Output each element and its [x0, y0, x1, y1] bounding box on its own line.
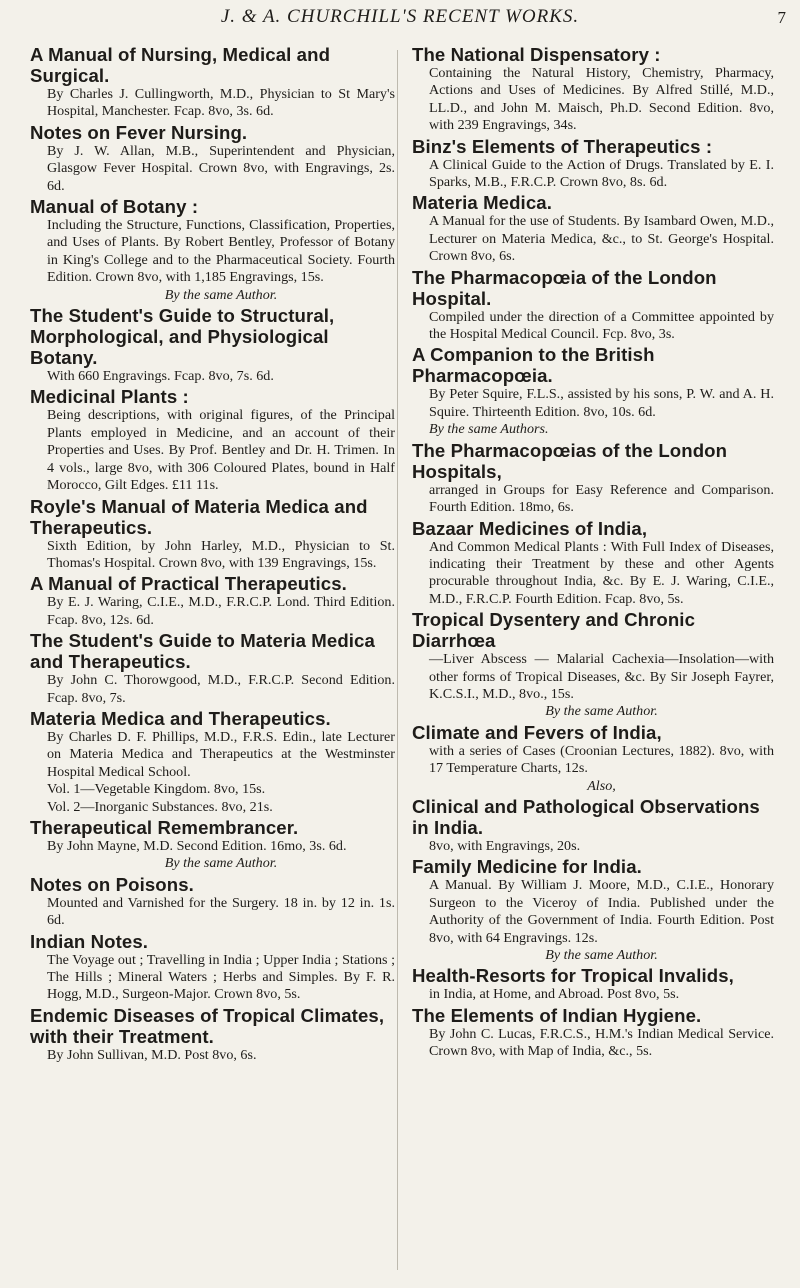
book-description: Mounted and Varnished for the Surgery. 18 in. by 12 in. 1s. 6d.: [47, 894, 395, 929]
book-description: 8vo, with Engravings, 20s.: [429, 837, 581, 854]
book-entry: [30, 630, 395, 707]
book-title: Tropical Dysentery and Chronic Diarrhœa: [412, 609, 696, 652]
book-title: Endemic Diseases of Tropical Climates, with their Treatment.: [30, 1004, 385, 1047]
book-entry: [412, 344, 774, 438]
book-byline: By the same Author.: [164, 855, 278, 872]
book-description: And Common Medical Plants : With Full Index of Diseases, indicating their Treatment by these and other Agents procurable throughout India, &c. By E. J. Waring, C.I.E., M.D., F.R.C.P. Fourth Edition. Fcap. 8vo, 5s.: [429, 538, 774, 607]
book-title: A Manual of Practical Therapeutics.: [30, 573, 347, 595]
book-entry: [412, 518, 774, 609]
book-entry: [30, 708, 395, 816]
book-description: The Voyage out ; Travelling in India ; Upper India ; Stations ; The Hills ; Mineral Waters ; Herbs and Simples. By F. R. Hogg, M.D., Surgeon-Major. Crown 8vo, 5s.: [47, 951, 395, 1003]
book-title: The Student's Guide to Structural, Morphological, and Physiological Botany.: [30, 305, 335, 369]
book-entry: [30, 386, 395, 494]
book-entry: [30, 874, 395, 930]
book-description: Being descriptions, with original figures, of the Principal Plants employed in Medicine, and an account of their Properties and Uses. By Prof. Bentley and Dr. H. Trimen. In 4 vols., large 8vo, with 306 Coloured Plates, bound in Half Morocco, Gilt Edges. £11 11s.: [47, 407, 395, 494]
column-divider: [397, 50, 398, 1270]
book-description: By John Mayne, M.D. Second Edition. 16mo, 3s. 6d.: [47, 837, 347, 854]
book-title: Binz's Elements of Therapeutics :: [412, 135, 713, 157]
running-head: J. & A. CHURCHILL'S RECENT WORKS.: [220, 6, 580, 27]
book-title: Materia Medica.: [412, 192, 552, 214]
book-title: Royle's Manual of Materia Medica and Therapeutics.: [30, 495, 368, 538]
book-entry: [412, 267, 774, 344]
book-title: Clinical and Pathological Observations in India.: [412, 795, 760, 838]
book-description: Including the Structure, Functions, Classification, Properties, and Uses of Plants. By Robert Bentley, Professor of Botany in King's College and to the Pharmaceutical Society. Fourth Edition. Crown 8vo, with 1,185 Engravings, 15s.: [47, 217, 395, 286]
book-entry: [412, 440, 774, 517]
book-title: Health-Resorts for Tropical Invalids,: [412, 965, 734, 987]
book-title: The Elements of Indian Hygiene.: [412, 1004, 702, 1026]
book-description: A Manual. By William J. Moore, M.D., C.I.E., Honorary Surgeon to the Viceroy of India. Published under the Authority of the Government of India. Fourth Edition. Post 8vo, with 64 Engravings. 12s.: [429, 877, 774, 946]
book-entry: [412, 796, 774, 855]
book-description: with a series of Cases (Croonian Lectures, 1882). 8vo, with 17 Temperature Charts, 12s.: [429, 742, 774, 777]
left-column: [30, 44, 395, 1065]
book-description: By Charles D. F. Phillips, M.D., F.R.S. Edin., late Lecturer on Materia Medica and Therapeutics at the Westminster Hospital Medical School.: [47, 728, 395, 780]
right-column: [412, 44, 774, 1062]
book-byline: Also,: [587, 777, 616, 794]
book-title: The Pharmacopœias of the London Hospitals,: [412, 439, 728, 482]
book-title: Medicinal Plants :: [30, 386, 189, 408]
book-description: By J. W. Allan, M.B., Superintendent and Physician, Glasgow Fever Hospital. Crown 8vo, with Engravings, 2s. 6d.: [47, 142, 395, 194]
book-entry: [30, 196, 395, 304]
book-entry: [30, 573, 395, 629]
book-description: With 660 Engravings. Fcap. 8vo, 7s. 6d.: [47, 368, 274, 385]
book-description: By John Sullivan, M.D. Post 8vo, 6s.: [47, 1046, 257, 1063]
book-description: —Liver Abscess — Malarial Cachexia—Insolation—with other forms of Tropical Diseases, &c. By Sir Joseph Fayrer, K.C.S.I., M.D., 8vo., 15s.: [429, 651, 774, 702]
book-description: Sixth Edition, by John Harley, M.D., Physician to St. Thomas's Hospital. Crown 8vo, with 139 Engravings, 15s.: [47, 537, 395, 571]
book-title: A Companion to the British Pharmacopœia.: [412, 344, 655, 387]
book-title: Therapeutical Remembrancer.: [30, 816, 299, 838]
book-volume-note: Vol. 1—Vegetable Kingdom. 8vo, 15s.: [47, 781, 266, 798]
book-title: Family Medicine for India.: [412, 856, 642, 878]
book-entry: [30, 305, 395, 385]
book-entry: [412, 965, 774, 1003]
book-description: By E. J. Waring, C.I.E., M.D., F.R.C.P. Lond. Third Edition. Fcap. 8vo, 12s. 6d.: [47, 594, 395, 628]
page-header: [0, 4, 800, 28]
page-number: 7: [777, 8, 786, 27]
book-byline: By the same Authors.: [429, 421, 549, 438]
book-entry: [412, 192, 774, 265]
book-entry: [412, 609, 774, 721]
book-title: Manual of Botany :: [30, 196, 199, 218]
book-entry: [412, 1005, 774, 1061]
book-description: A Manual for the use of Students. By Isambard Owen, M.D., Lecturer on Materia Medica, &c., to St. George's Hospital. Crown 8vo, 6s.: [429, 213, 774, 265]
book-title: The Student's Guide to Materia Medica and Therapeutics.: [30, 630, 375, 673]
book-volume-note: Vol. 2—Inorganic Substances. 8vo, 21s.: [47, 798, 273, 815]
book-byline: By the same Author.: [545, 947, 658, 963]
book-title: Notes on Poisons.: [30, 873, 194, 895]
book-description: By John C. Thorowgood, M.D., F.R.C.P. Second Edition. Fcap. 8vo, 7s.: [47, 672, 395, 706]
book-title: Materia Medica and Therapeutics.: [30, 707, 331, 729]
book-byline: By the same Author.: [164, 286, 278, 303]
book-description: Containing the Natural History, Chemistry, Pharmacy, Actions and Uses of Medicines. By Alfred Stillé, M.D., LL.D., and John M. Maisch, Ph.D. Second Edition. 8vo, with 239 Engravings, 34s.: [429, 65, 774, 134]
book-byline: By the same Author.: [545, 703, 658, 720]
book-entry: [30, 496, 395, 573]
book-title: The Pharmacopœia of the London Hospital.: [412, 266, 717, 309]
book-entry: [30, 1005, 395, 1064]
book-description: arranged in Groups for Easy Reference and Comparison. Fourth Edition. 18mo, 6s.: [429, 481, 774, 516]
book-entry: [412, 136, 774, 192]
book-description: A Clinical Guide to the Action of Drugs. Translated by E. I. Sparks, M.B., F.R.C.P. Crown 8vo, 8s. 6d.: [429, 156, 774, 191]
book-entry: [412, 722, 774, 795]
book-entry: [30, 44, 395, 121]
book-title: A Manual of Nursing, Medical and Surgical.: [30, 44, 331, 86]
book-description: By Charles J. Cullingworth, M.D., Physician to St Mary's Hospital, Manchester. Fcap. 8vo, 3s. 6d.: [47, 86, 395, 120]
book-title: The National Dispensatory :: [412, 44, 661, 65]
book-title: Notes on Fever Nursing.: [30, 121, 248, 143]
book-description: By John C. Lucas, F.R.C.S., H.M.'s Indian Medical Service. Crown 8vo, with Map of India, &c., 5s.: [429, 1025, 774, 1060]
book-entry: [30, 817, 395, 873]
book-title: Bazaar Medicines of India,: [412, 517, 648, 539]
book-description: in India, at Home, and Abroad. Post 8vo, 5s.: [429, 986, 680, 1003]
book-description: Compiled under the direction of a Committee appointed by the Hospital Medical Council. Fcp. 8vo, 3s.: [429, 308, 774, 343]
book-title: Climate and Fevers of India,: [412, 721, 662, 743]
book-entry: [412, 44, 774, 135]
book-description: By Peter Squire, F.L.S., assisted by his sons, P. W. and A. H. Squire. Thirteenth Edition. 8vo, 10s. 6d.: [429, 386, 774, 420]
book-entry: [30, 122, 395, 195]
book-title: Indian Notes.: [30, 930, 149, 952]
book-entry: [412, 856, 774, 964]
book-entry: [30, 931, 395, 1004]
